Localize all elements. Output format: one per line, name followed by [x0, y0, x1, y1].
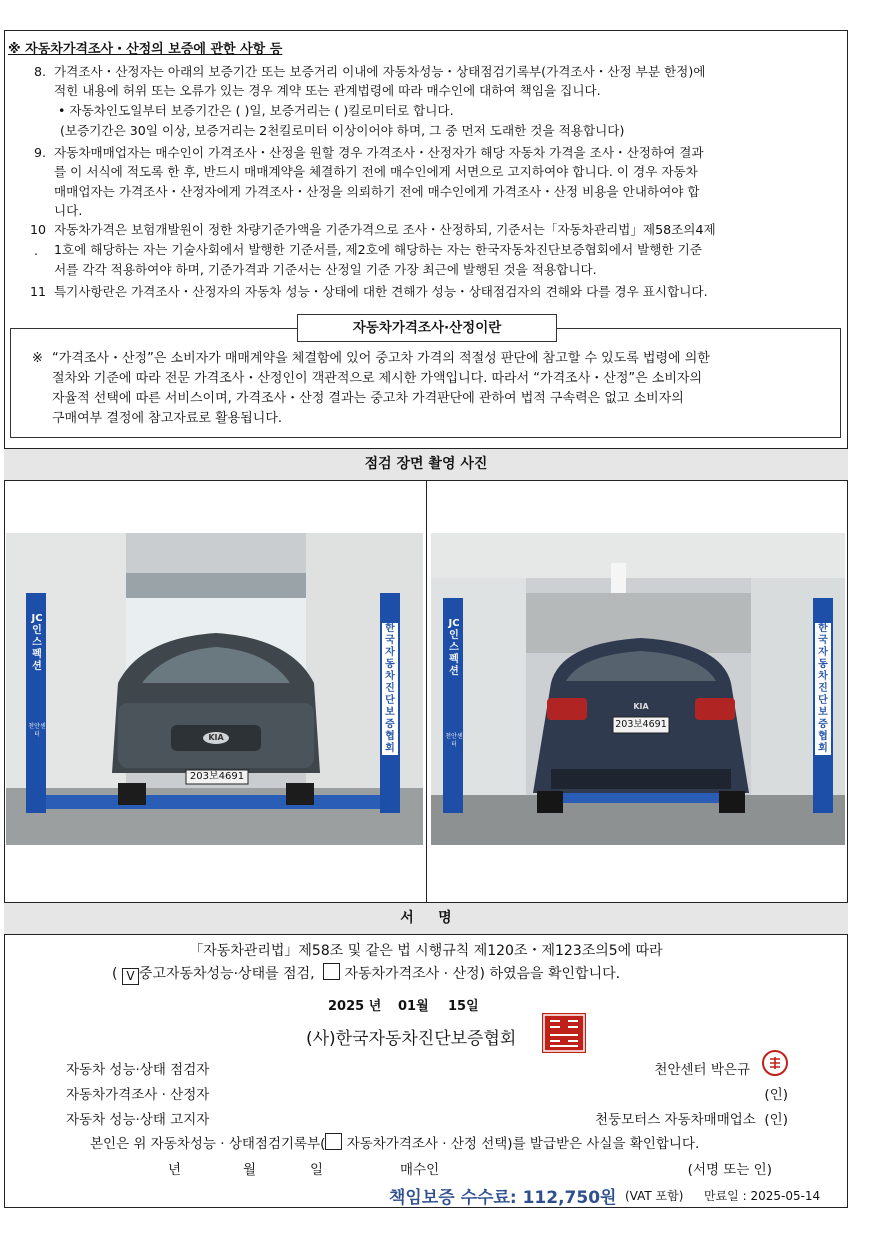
item-10 [30, 220, 844, 280]
law-reference: 「자동차관리법」제58조 및 같은 법 시행규칙 제120조・제123조의5에 따라 [189, 943, 663, 959]
row-pricer-value: (인) [764, 1087, 788, 1103]
item-8 [34, 62, 844, 142]
car-badge: KIA [208, 733, 224, 742]
expiry-date: 만료일 : 2025-05-14 [704, 1189, 821, 1203]
item-number: 10 [30, 222, 47, 237]
photos-title: 점검 장면 촬영 사진 [4, 449, 848, 480]
receipt-suffix: 자동차가격조사 · 산정 선택)를 발급받은 사실을 확인합니다. [346, 1136, 700, 1152]
row-notifier-value: 천둥모터스 자동차매매업소 (인) [595, 1112, 788, 1128]
photo-rear [431, 533, 845, 845]
date-year: 2025 년 [328, 999, 382, 1014]
lift-sign-left: JC 인스펙션 [448, 618, 460, 677]
about-line: 절차와 기준에 따라 전문 가격조사・산정인이 객관적으로 제시한 가액입니다. 따라서 “가격조사・산정”은 소비자의 [52, 371, 703, 386]
date-day: 15일 [448, 999, 479, 1014]
license-plate: 203보4691 [189, 771, 245, 782]
confirm-line [112, 963, 812, 985]
about-title: 자동차가격조사·산정이란 [297, 314, 557, 342]
receipt-prefix: 본인은 위 자동차성능 · 상태점검기록부( [90, 1136, 326, 1152]
date-month: 01월 [398, 999, 429, 1014]
lift-sign-left-sub: 천안센터 [445, 733, 463, 748]
receipt-checkbox[interactable] [325, 1133, 342, 1150]
about-line: 구매여부 결정에 참고자료로 활용됩니다. [52, 411, 283, 426]
item-number: 11 [30, 284, 47, 299]
buyer-label: 매수인 [400, 1162, 440, 1178]
pricing-checkbox-label: 자동차가격조사 · 산정) 하였음을 확인합니다. [344, 966, 621, 982]
item-text: 니다. [54, 203, 83, 218]
item-text: 가격조사・산정자는 아래의 보증기간 또는 보증거리 이내에 자동차성능・상태점검기록부(가격조사・산정 부분 한정)에 [54, 64, 706, 79]
about-text [32, 349, 832, 429]
front-photo-image [6, 533, 423, 845]
buyer-day: 일 [310, 1162, 324, 1178]
item-text: (보증기간은 30일 이상, 보증거리는 2천킬로미터 이상이어야 하며, 그 중 먼저 도래한 것을 적용합니다) [60, 123, 625, 138]
inspector-seal-icon [762, 1050, 788, 1076]
lift-sign-left-sub: 천안센터 [28, 723, 46, 738]
signature-title: 서 명 [4, 903, 848, 934]
license-plate: 203보4691 [615, 719, 667, 730]
item-11 [30, 282, 844, 302]
association-name: (사)한국자동차진단보증협회 [306, 1029, 517, 1049]
fee-vat: (VAT 포함) [625, 1189, 684, 1203]
row-inspector-label: 자동차 성능·상태 점검자 [66, 1062, 210, 1078]
item-text: • 자동차인도일부터 보증기간은 ( )일, 보증거리는 ( )킬로미터로 합니다. [58, 103, 454, 118]
fee-label: 책임보증 수수료: 112,750원 [389, 1188, 617, 1208]
buyer-month: 월 [243, 1162, 257, 1178]
item-number-dot: . [34, 243, 39, 258]
photo-front [6, 533, 423, 845]
item-text: 적힌 내용에 허위 또는 오류가 있는 경우 계약 또는 관계법령에 따라 매수인에 대하여 책임을 집니다. [54, 83, 601, 98]
receipt-line [90, 1132, 830, 1152]
item-text: 1호에 해당하는 자는 기술사회에서 발행한 기준서를, 제2호에 해당하는 자는 한국자동차진단보증협회에서 발행한 기준 [54, 242, 703, 257]
warranty-heading: ※ 자동차가격조사・산정의 보증에 관한 사항 등 [8, 42, 283, 57]
about-line: “가격조사・산정”은 소비자가 매매계약을 체결함에 있어 중고차 가격의 적절성 판단에 참고할 수 있도록 법령에 의한 [52, 351, 710, 366]
confirm-prefix: ( [112, 966, 118, 982]
item-number: 8. [34, 64, 47, 79]
lift-sign-right: 한국자동차진단보증협회 [815, 623, 831, 755]
lift-sign-left: JC 인스펙션 [31, 613, 43, 672]
rear-photo-image [431, 533, 845, 845]
buyer-year: 년 [168, 1162, 182, 1178]
inspection-checkbox-label: 중고자동차성능·상태를 점검, [138, 966, 315, 982]
pricing-checkbox[interactable] [323, 963, 340, 980]
about-mark: ※ [32, 351, 43, 366]
photo-divider [426, 480, 427, 902]
about-line: 자율적 선택에 따른 서비스이며, 가격조사・산정 결과는 중고차 가격판단에 관하여 법적 구속력은 없고 소비자의 [52, 391, 684, 406]
item-text: 자동차가격은 보험개발원이 정한 차량기준가액을 기준가격으로 조사・산정하되, 기준서는「자동차관리법」제58조의4제 [54, 222, 716, 237]
item-9 [34, 143, 844, 223]
divider [4, 934, 848, 935]
item-text: 매매업자는 가격조사・산정자에게 가격조사・산정을 의뢰하기 전에 매수인에게 가격조사・산정 비용을 안내하여야 합 [54, 184, 700, 199]
lift-sign-right: 한국자동차진단보증협회 [382, 623, 398, 755]
item-text: 를 이 서식에 적도록 한 후, 반드시 매매계약을 체결하기 전에 매수인에게 서면으로 고지하여야 합니다. 이 경우 자동차 [54, 164, 698, 179]
buyer-sign: (서명 또는 인) [687, 1162, 772, 1178]
row-pricer-label: 자동차가격조사 · 산정자 [66, 1087, 210, 1103]
item-number: 9. [34, 145, 47, 160]
car-badge: KIA [633, 702, 649, 711]
association-seal-icon [542, 1013, 586, 1053]
item-text: 특기사항란은 가격조사・산정자의 자동차 성능・상태에 대한 견해가 성능・상태점검자의 견해와 다를 경우 표시합니다. [54, 284, 708, 299]
item-text: 서를 각각 적용하여야 하며, 기준가격과 기준서는 산정일 기준 가장 최근에 발행된 것을 적용합니다. [54, 262, 597, 277]
row-notifier-label: 자동차 성능·상태 고지자 [66, 1112, 210, 1128]
row-inspector-value: 천안센터 박은규 [654, 1062, 750, 1078]
item-text: 자동차매매업자는 매수인이 가격조사・산정을 원할 경우 가격조사・산정자가 해당 자동차 가격을 조사・산정하여 결과 [54, 145, 704, 160]
inspection-checkbox[interactable]: V [122, 968, 139, 985]
